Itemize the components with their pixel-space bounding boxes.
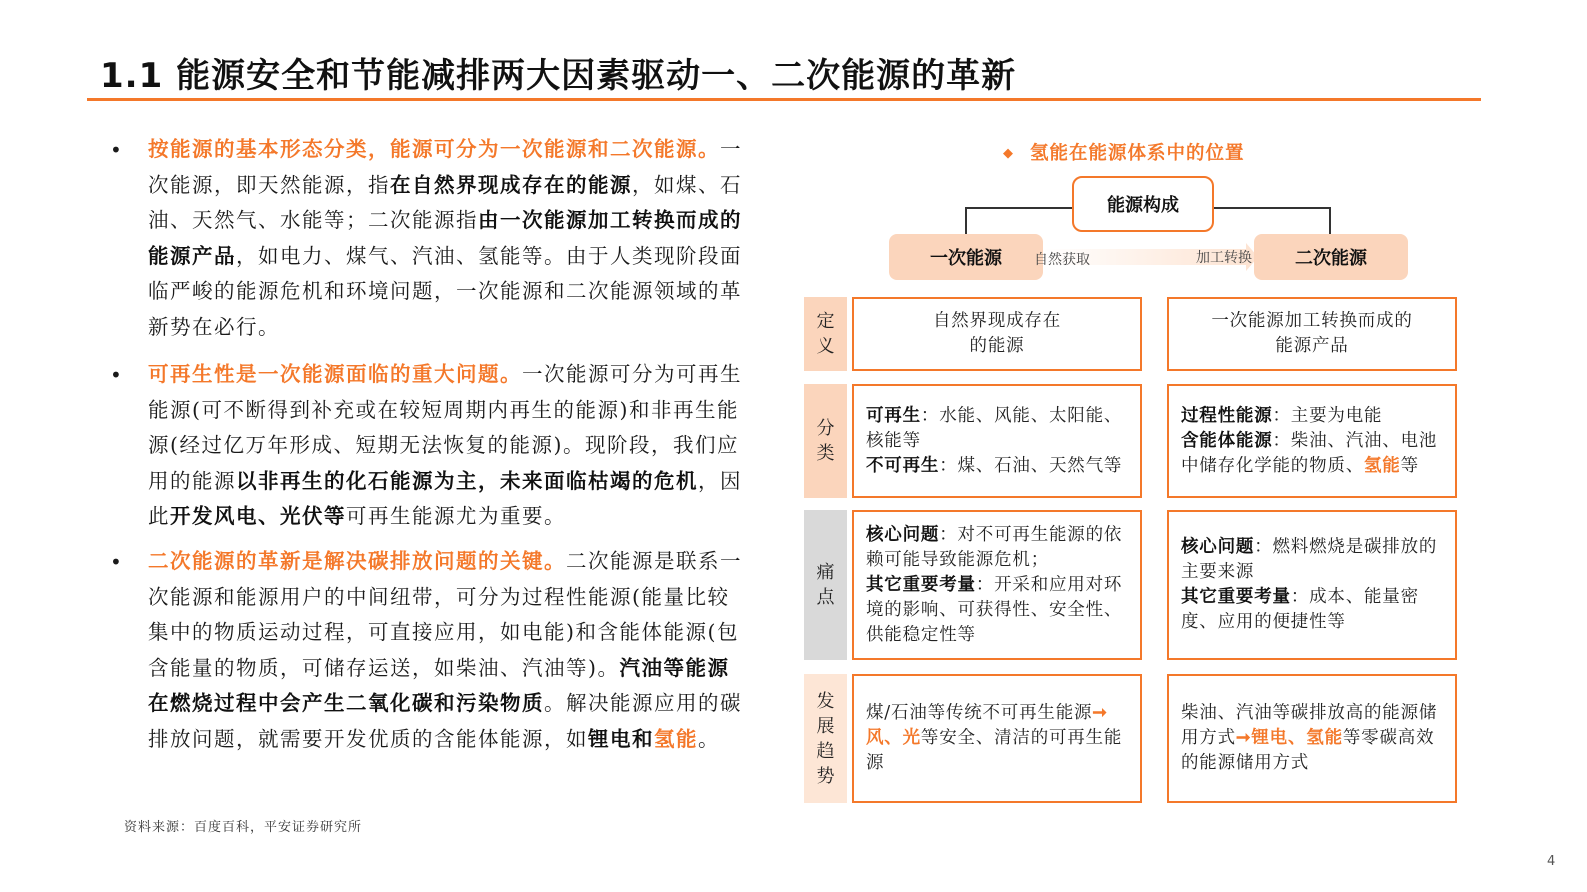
definition-primary-cell (852, 297, 1142, 371)
bullet-body: 一次能源，即天然能源，指 (148, 137, 742, 197)
cell-text: ：开采和应用对环境的影响、可获得性、安全性、供能稳定性等 (866, 574, 1123, 645)
cell-emphasis: 核心问题 (1181, 537, 1255, 557)
bullet-body: 。解决能源应用的碳排放问题，就需要开发优质的含能体能源，如 (148, 691, 742, 751)
bullet-item (110, 132, 750, 346)
connector-line (1329, 207, 1331, 234)
cell-text: 等 (1400, 455, 1419, 476)
bullet-body: ，因此 (148, 468, 742, 529)
row-label-char: 分 (816, 418, 835, 439)
bullet-highlight: 氢能 (654, 726, 698, 751)
bullet-emphasis: 在自然界现成存在的能源 (390, 172, 632, 197)
row-label-char: 类 (816, 443, 835, 464)
bullet-emphasis: 以非再生的化石能源为主，未来面临枯竭的危机 (236, 468, 698, 493)
cell-emphasis: 过程性能源 (1181, 405, 1273, 426)
definition-secondary-cell (1167, 297, 1457, 371)
bullet-text (148, 132, 750, 346)
bullet-heading: 二次能源的革新是解决碳排放问题的关键。 (148, 549, 566, 573)
cell-text: 等零碳高效的能源储用方式 (1181, 728, 1435, 773)
cell-text: ：燃料燃烧是碳排放的主要来源 (1181, 537, 1438, 582)
cell-highlight: ➞锂电、氢能 (1235, 728, 1343, 748)
slide-title: 1.1 能源安全和节能减排两大因素驱动一、二次能源的革新 (100, 56, 1017, 96)
diagram-title (1003, 139, 1245, 165)
bullet-marker: • (110, 138, 122, 162)
cell-text: ：对不可再生能源的依赖可能导致能源危机； (866, 524, 1123, 570)
row-label-char: 势 (816, 765, 835, 787)
bullet-body: 。 (698, 726, 720, 751)
row-label-char: 发 (816, 690, 835, 712)
cell-emphasis: 核心问题 (866, 524, 940, 545)
classification-secondary-cell (1167, 384, 1457, 498)
cell-text: 的能源 (969, 336, 1025, 356)
row-label-char: 点 (816, 587, 835, 608)
bullet-emphasis: 由一次能源加工转换而成的能源产品 (148, 208, 742, 268)
bullet-emphasis: 锂电和 (588, 726, 654, 751)
cell-text: ：柴油、汽油、电池中储存化学能的物质、 (1181, 430, 1438, 476)
cell-emphasis: 可再生 (866, 405, 921, 426)
diamond-icon: ◆ (1003, 146, 1014, 161)
cell-text: 柴油、汽油等碳排放高的能源储用方式 (1181, 703, 1438, 748)
bullet-body: ，如电力、煤气、汽油、氢能等。由于人类现阶段面临严峻的能源危机和环境问题，一次能源和二次能源领域的革新势在必行。 (148, 243, 742, 339)
row-label-classification (804, 384, 847, 498)
row-label-pain-points (804, 510, 847, 660)
connector-line (1214, 207, 1330, 209)
row-label-char: 痛 (816, 562, 835, 583)
bullet-text (148, 357, 750, 535)
cell-text: 能源产品 (1275, 336, 1349, 356)
flow-label-natural: 自然获取 (1034, 252, 1090, 268)
row-label-char: 义 (816, 336, 835, 357)
cell-text: 等安全、清洁的可再生能源 (866, 728, 1123, 773)
row-label-char: 展 (816, 715, 835, 737)
bullet-heading: 可再生性是一次能源面临的重大问题。 (148, 362, 522, 386)
cell-emphasis: 其它重要考量 (866, 574, 976, 595)
bullet-text (148, 544, 750, 758)
bullet-body: ，如煤、石油、天然气、水能等；二次能源指 (148, 172, 742, 233)
cell-emphasis: 不可再生 (866, 455, 940, 476)
bullet-body: 二次能源是联系一次能源和能源用户的中间纽带，可分为过程性能源(能量比较集中的物质运动过程，可直接应用，如电能)和含能体能源(包含能量的物质，可储存运送，如柴油、汽油等)。 (148, 549, 742, 680)
bullet-emphasis: 开发风电、光伏等 (170, 504, 346, 529)
cell-emphasis: 其它重要考量 (1181, 587, 1291, 607)
source-note: 资料来源：百度百科，平安证券研究所 (124, 820, 363, 835)
cell-text: ：主要为电能 (1272, 405, 1383, 426)
diagram-title-text: 氢能在能源体系中的位置 (1030, 143, 1245, 164)
bullet-marker: • (110, 550, 122, 574)
bullet-heading: 按能源的基本形态分类，能源可分为一次能源和二次能源。 (148, 137, 720, 161)
bullet-item (110, 544, 750, 758)
cell-highlight: 氢能 (1364, 455, 1401, 476)
title-underline (87, 98, 1481, 101)
row-label-char: 定 (816, 311, 835, 332)
cell-highlight: ➞风、光 (866, 703, 1108, 748)
cell-text: 自然界现成存在 (932, 311, 1062, 331)
bullet-emphasis: 汽油等能源在燃烧过程中会产生二氧化碳和污染物质 (148, 655, 730, 716)
page-number: 4 (1547, 854, 1556, 869)
bullet-item (110, 357, 750, 535)
cell-text: 一次能源加工转换而成的 (1211, 311, 1413, 331)
secondary-energy-node: 二次能源 (1254, 234, 1408, 280)
trend-secondary-cell (1167, 674, 1457, 803)
trend-primary-cell (852, 674, 1142, 803)
pain-points-secondary-cell (1167, 510, 1457, 660)
connector-line (965, 207, 1073, 209)
pain-points-primary-cell (852, 510, 1142, 660)
row-label-trend (804, 674, 847, 803)
bullet-body: 一次能源可分为可再生能源(可不断得到补充或在较短周期内再生的能源)和非再生能源(经过亿万年形成、短期无法恢复的能源)。现阶段，我们应用的能源 (148, 362, 742, 493)
row-label-char: 趋 (816, 740, 835, 762)
classification-primary-cell (852, 384, 1142, 498)
flow-label-convert: 加工转换 (1196, 250, 1252, 266)
connector-line (965, 207, 967, 234)
cell-text: ：煤、石油、天然气等 (939, 455, 1123, 476)
bullet-marker: • (110, 363, 122, 387)
cell-text: ：水能、风能、太阳能、核能等 (866, 405, 1123, 451)
cell-text: ：成本、能量密度、应用的便捷性等 (1181, 587, 1419, 632)
row-label-definition (804, 297, 847, 371)
root-node: 能源构成 (1072, 176, 1214, 232)
cell-text: 煤/石油等传统不可再生能源 (866, 703, 1093, 723)
bullet-body: 可再生能源尤为重要。 (346, 504, 566, 529)
primary-energy-node: 一次能源 (889, 234, 1043, 280)
cell-emphasis: 含能体能源 (1181, 430, 1273, 451)
